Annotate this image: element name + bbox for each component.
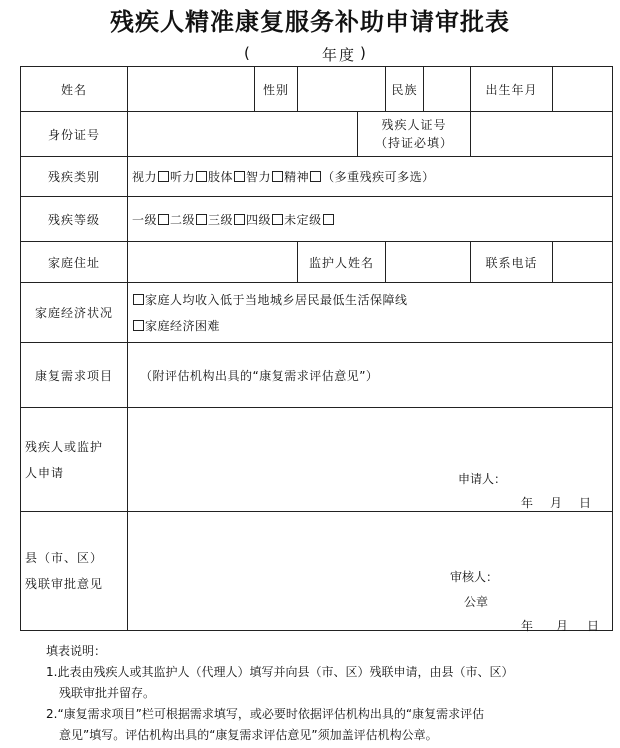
checkbox-low-income[interactable] <box>133 294 144 305</box>
application-field[interactable] <box>128 408 613 512</box>
instructions-heading: 填表说明： <box>46 644 107 658</box>
applicant-signature-label: 申请人： <box>458 472 507 486</box>
row-application <box>21 408 613 512</box>
application-form-table <box>20 66 613 631</box>
option-intellectual: 智力 <box>246 170 272 184</box>
disability-level-label: 残疾等级 <box>21 197 128 242</box>
applicant-label-line2: 人申请 <box>25 465 65 480</box>
apply-year-label: 年 <box>521 496 534 510</box>
checkbox-level-2[interactable] <box>196 214 207 225</box>
name-label: 姓名 <box>21 67 128 112</box>
approval-field[interactable] <box>128 512 613 631</box>
approval-label-line2: 残联审批意见 <box>25 577 104 591</box>
approval-label-line1: 县（市、区） <box>25 551 104 565</box>
form-title: 残疾人精准康复服务补助申请审批表 <box>110 7 510 36</box>
id-card-label: 身份证号 <box>21 112 128 157</box>
low-income-text: 家庭人均收入低于当地城乡居民最低生活保障线 <box>145 292 408 307</box>
disability-cert-label <box>358 112 471 157</box>
option-physical: 肢体 <box>208 170 234 184</box>
option-level-1: 一级 <box>132 212 158 227</box>
name-field[interactable] <box>128 67 255 112</box>
guardian-name-label: 监护人姓名 <box>298 242 386 283</box>
financial-hardship-text: 家庭经济困难 <box>145 318 221 333</box>
option-level-3: 三级 <box>208 212 234 227</box>
multi-select-note: （多重残疾可多选） <box>322 170 435 184</box>
row-id-info <box>21 112 613 157</box>
disability-cert-label-line1: 残疾人证号 <box>381 118 447 132</box>
option-level-4: 四级 <box>246 212 272 227</box>
address-field[interactable] <box>128 242 298 283</box>
ethnicity-label: 民族 <box>386 67 424 112</box>
checkbox-level-4[interactable] <box>272 214 283 225</box>
instruction-2-line-2: 意见”填写。评估机构出具的“康复需求评估意见”须加盖评估机构公章。 <box>59 728 438 742</box>
approve-year-label: 年 <box>521 619 534 633</box>
checkbox-intellectual[interactable] <box>272 171 283 182</box>
apply-month-label: 月 <box>550 496 563 510</box>
disability-level-options <box>128 197 613 242</box>
option-level-2: 二级 <box>170 212 196 227</box>
checkbox-vision[interactable] <box>158 171 169 182</box>
economic-option-2 <box>132 313 608 339</box>
phone-label: 联系电话 <box>471 242 553 283</box>
ethnicity-field[interactable] <box>424 67 471 112</box>
instruction-2-line-1: 2.“康复需求项目”栏可根据需求填写，或必要时依据评估机构出具的“康复需求评估 <box>46 707 485 721</box>
row-disability-type <box>21 157 613 197</box>
gender-field[interactable] <box>298 67 386 112</box>
checkbox-unrated[interactable] <box>323 214 334 225</box>
year-open-paren: ( <box>244 44 250 62</box>
checkbox-physical[interactable] <box>234 171 245 182</box>
guardian-name-field[interactable] <box>386 242 471 283</box>
instruction-1-line-1: 1.此表由残疾人或其监护人（代理人）填写并向县（市、区）残联申请，由县（市、区） <box>46 665 514 679</box>
checkbox-level-1[interactable] <box>158 214 169 225</box>
address-label: 家庭住址 <box>21 242 128 283</box>
economic-option-1 <box>132 287 608 313</box>
economic-status-label: 家庭经济状况 <box>21 283 128 343</box>
rehab-needs-note: （附评估机构出具的“康复需求评估意见”） <box>140 368 379 383</box>
official-seal-label: 公章 <box>464 595 489 609</box>
approval-signature-area <box>128 512 612 633</box>
option-unrated: 未定级 <box>284 212 322 227</box>
row-economic-status <box>21 283 613 343</box>
rehab-needs-field[interactable] <box>128 343 613 408</box>
row-approval <box>21 512 613 631</box>
applicant-label-line1: 残疾人或监护 <box>25 439 104 454</box>
row-disability-level <box>21 197 613 242</box>
application-signature-area <box>128 408 612 511</box>
checkbox-mental[interactable] <box>310 171 321 182</box>
approval-section-label <box>21 512 128 631</box>
applicant-section-label <box>21 408 128 512</box>
disability-type-label: 残疾类别 <box>21 157 128 197</box>
gender-label: 性别 <box>255 67 298 112</box>
option-hearing: 听力 <box>170 170 196 184</box>
filling-instructions <box>46 641 606 746</box>
apply-day-label: 日 <box>579 496 592 510</box>
row-contact <box>21 242 613 283</box>
disability-cert-label-line2: （持证必填） <box>374 136 453 150</box>
rehab-needs-label: 康复需求项目 <box>21 343 128 408</box>
reviewer-signature-label: 审核人： <box>450 570 499 584</box>
birth-date-field[interactable] <box>553 67 613 112</box>
year-close-paren: ) <box>360 44 366 62</box>
disability-cert-field[interactable] <box>471 112 613 157</box>
option-vision: 视力 <box>132 170 158 184</box>
option-mental: 精神 <box>284 170 310 184</box>
approve-month-label: 月 <box>556 619 569 633</box>
phone-field[interactable] <box>553 242 613 283</box>
id-card-field[interactable] <box>128 112 358 157</box>
checkbox-level-3[interactable] <box>234 214 245 225</box>
row-rehab-needs <box>21 343 613 408</box>
checkbox-hearing[interactable] <box>196 171 207 182</box>
approve-day-label: 日 <box>587 619 600 633</box>
checkbox-financial-hardship[interactable] <box>133 320 144 331</box>
disability-type-options <box>128 157 613 197</box>
row-basic-info <box>21 67 613 112</box>
year-label: 年度 <box>322 46 357 64</box>
economic-status-options <box>128 283 613 343</box>
birth-date-label: 出生年月 <box>471 67 553 112</box>
instruction-1-line-2: 残联审批并留存。 <box>59 686 156 700</box>
